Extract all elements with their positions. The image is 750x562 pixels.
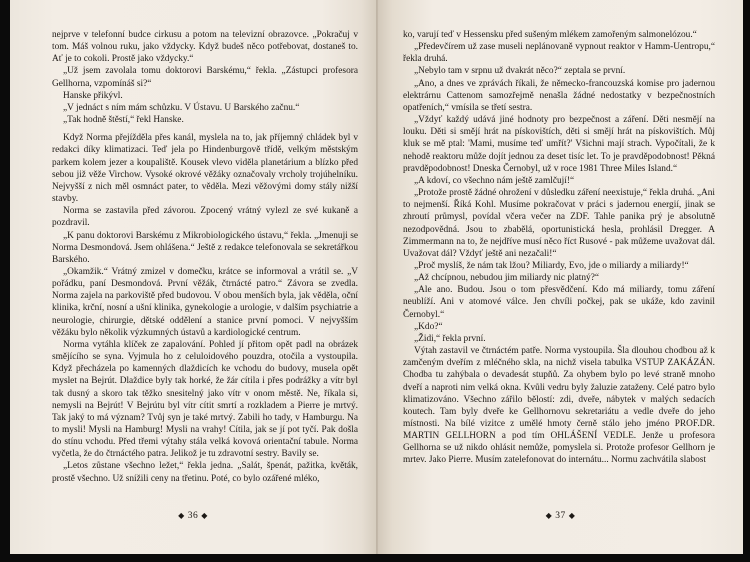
paragraph: „V jednáct s ním mám schůzku. V Ústavu. U Barského začnu.“: [63, 102, 300, 113]
ornament-diamond: ◆: [178, 511, 185, 520]
left-page-text: [52, 29, 358, 485]
ornament-diamond: ◆: [568, 511, 576, 520]
paragraph: ko, varují teď v Hessensku před sušeným mlékem zamořeným salmonelózou.“: [403, 30, 697, 40]
paragraph: „Okamžik.“ Vrátný zmizel v domečku, krátce se informoval a vrátil se. „V pořádku, paní Desmondová. První věžák, čtrnácté patro.“ Závora se zvedla. Norma zajela na parkoviště před budovou. V obou menších byla, jak věděla, oční klinika, krční, nosní a ušní klinika, gynekologie a urologie, v dalším psychiatrie a neurologie, chirurgie, dětské oddělení a stanice první pomoci. V nejvyšším věžáku bylo několik výzkumných ústavů a kardiologické centrum.: [52, 266, 358, 338]
paragraph: Hanske přikývl.: [63, 90, 123, 101]
paragraph: „Tak hodně štěstí,“ řekl Hanske.: [63, 115, 184, 126]
paragraph: „Židi,“ řekla první.: [414, 333, 486, 344]
ornament-diamond: ◆: [545, 511, 553, 520]
paragraph: „Předevčírem už zase museli neplánovaně vypnout reaktor v Hamm-Uentropu,“ řekla druhá.: [403, 42, 715, 65]
paragraph: „Nebylo tam v srpnu už dvakrát něco?“ zeptala se první.: [414, 66, 626, 77]
paragraph: „Ale ano. Budou. Jsou o tom přesvědčení. Kdo má miliardy, tomu záření neublíží. Ani v atomové válce. Jen chvíli počkej, pak se ukáže, kdo zavinil Černobyl.“: [403, 285, 715, 320]
paragraph: „Vždyť každý udává jiné hodnoty pro bezpečnost a záření. Děti nesmějí na louku. Děti si smějí hrát na pískovištích, děti si smějí hrát na pískovištích. Můj kluk se mě ptal: 'Mami, musíme teď umřít?' Všichni mají strach. Vypočítali, že k nehodě reaktoru může dojít jednou za deset tisíc let. To je pravděpodobnost! Pěkná pravděpodobnost! Dneska Černobyl, už v roce 1981 Three Miles Island.“: [403, 115, 715, 174]
paragraph: Když Norma přejížděla přes kanál, myslela na to, jak příjemný chládek byl v redakci díky klimatizaci. Teď jela po Hindenburgově třídě, velkým městským parkem kolem jezer a koupaliště. Kousek vlevo viděla planetárium a blízko před sebou již věže Virchow. Vysoké okrové věžáky označovaly vrcholy trojúhelníku. Nejvyšší z nich měl osmnáct pater, to věděla. Mezi věžovými domy stály nižší stavby.: [52, 133, 358, 205]
paragraph: nejprve v telefonní budce cirkusu a potom na televizní obrazovce. „Pokračuj v tom. Máš volnou ruku, jako vždycky. Když budeš něco potřebovat, dostaneš to. Ať je to cokoli. Prostě jako vždycky.“: [52, 30, 358, 65]
paragraph: Norma se zastavila před závorou. Zpocený vrátný vylezl ze své kukaně a pozdravil.: [52, 206, 358, 229]
left-page: [10, 0, 377, 554]
paragraph: „Kdo?“: [414, 321, 443, 332]
page-number-left: [10, 511, 376, 521]
right-page: [377, 0, 743, 554]
page-number-right: [378, 511, 743, 521]
paragraph: „Letos zůstane všechno ležet,“ řekla jedna. „Salát, špenát, pažitka, květák, prostě všechno. Už snížili ceny na třetinu. Poté, co bylo ozářené mléko,: [52, 461, 358, 484]
paragraph: Norma vytáhla klíček ze zapalování. Pohled jí přitom opět padl na obrázek smějícího se syna. Vyjmula ho z celuloidového pouzdra, otočila a vystoupila. Když přecházela po kamenných dlaždicích ke vchodu do budovy, musela opět myslet na Bejrút. Dlaždice byly tak horké, že žár cítila i přes podrážky a vítr byl tak dusný a skoro tak těžko snesitelný jako vítr v onom městě. Ne, říkala si, nemysli na Bejrút! V Bejrútu byl vítr cítit smrtí a rozkladem a Pierre je mrtvý. Tak jaký to má význam? Tvůj syn je také mrtvý. Zabili ho tady, v Hamburgu. Na to mysli! Mysli na Hamburg! Mysli na vrahy! Cítila, jak se jí pot tyčí. Pak došla do stínu vchodu. Před třemi výtahy stála velká kovová orientační tabule. Norma vyčetla, že do čtrnáctého patra. Jelikož je tu zdravotní sestry. Bavily se.: [52, 339, 358, 460]
paragraph: Výtah zastavil ve čtrnáctém patře. Norma vystoupila. Šla dlouhou chodbou až k zamčeným dveřím z mléčného skla, na nichž visela tabulka VSTUP ZAKÁZÁN. Chodba tu zahýbala o devadesát stupňů. Za ohybem bylo po levé straně mnoho dveří a naproti nim velká okna. Kvůli vedru byly žaluzie zataženy. Celé patro bylo klimatizováno. Všechno zářilo bělostí: zdi, dveře, nábytek v malých sedacích koutech. Tam byly dveře ke Gellhornovu sekretariátu a vedle dveře do jeho místnosti. Na bílé vizitce z umělé hmoty černě stálo jeho jméno PROF.DR. MARTIN GELLHORN a pod tím OHLÁŠENÍ VEDLE. Jenže u profesora Gellhorna se už nikdo ohlásit nemůže, pomyslela si. Protože profesor Gellhorn je mrtev. Jako Pierre. Musím zatelefonovat do internátu... Normu zachvátila slabost: [403, 346, 715, 466]
paragraph: „Proč myslíš, že nám tak lžou? Miliardy, Evo, jde o miliardy a miliardy!“: [414, 260, 689, 271]
ornament-diamond: ◆: [201, 511, 208, 520]
page-number: 37: [555, 511, 566, 521]
paragraph: „K panu doktorovi Barskému z Mikrobiologického ústavu,“ řekla. „Jmenuji se Norma Desmondová. Jsem ohlášena.“ Ještě z redakce telefonovala se sekretářkou Barského.: [52, 230, 358, 265]
paragraph: „A kdoví, co všechno nám ještě zamlčují!“: [414, 175, 575, 186]
page-number: 36: [187, 511, 199, 521]
paragraph: „Už jsem zavolala tomu doktorovi Barskému,“ řekla. „Zástupci profesora Gellhorna, vzpomínáš si?“: [52, 66, 358, 89]
paragraph: „Až chcípnou, nebudou jim miliardy nic platný?“: [414, 273, 600, 284]
paragraph: „Protože prostě žádné ohrožení v důsledku záření neexistuje,“ řekla druhá. „Ani to nejmenší. Říká Kohl. Musíme pokračovat v práci s jadernou energií, jinak se zhroutí průmysl, povídal včera večer na ZDF. Tahle panika prý je absolutně nezodpovědná. Jsou to zbabělá, oportunistická hesla, prohlásil Dregger. A Zimmermann na to, že nejdříve musí něco říct Rusové - pak můžeme uvažovat dál. Uvažovat dál? Vždyť ještě ani nezačali!“: [403, 188, 715, 259]
paragraph: „Ano, a dnes ve zprávách říkali, že německo-francouzská komise pro jadernou elektrárnu Cattenom samozřejmě nenašla žádné nedostatky v bezpečnostních opatřeních,“ vmísila se třetí sestra.: [403, 78, 715, 113]
right-page-text: [403, 29, 715, 467]
